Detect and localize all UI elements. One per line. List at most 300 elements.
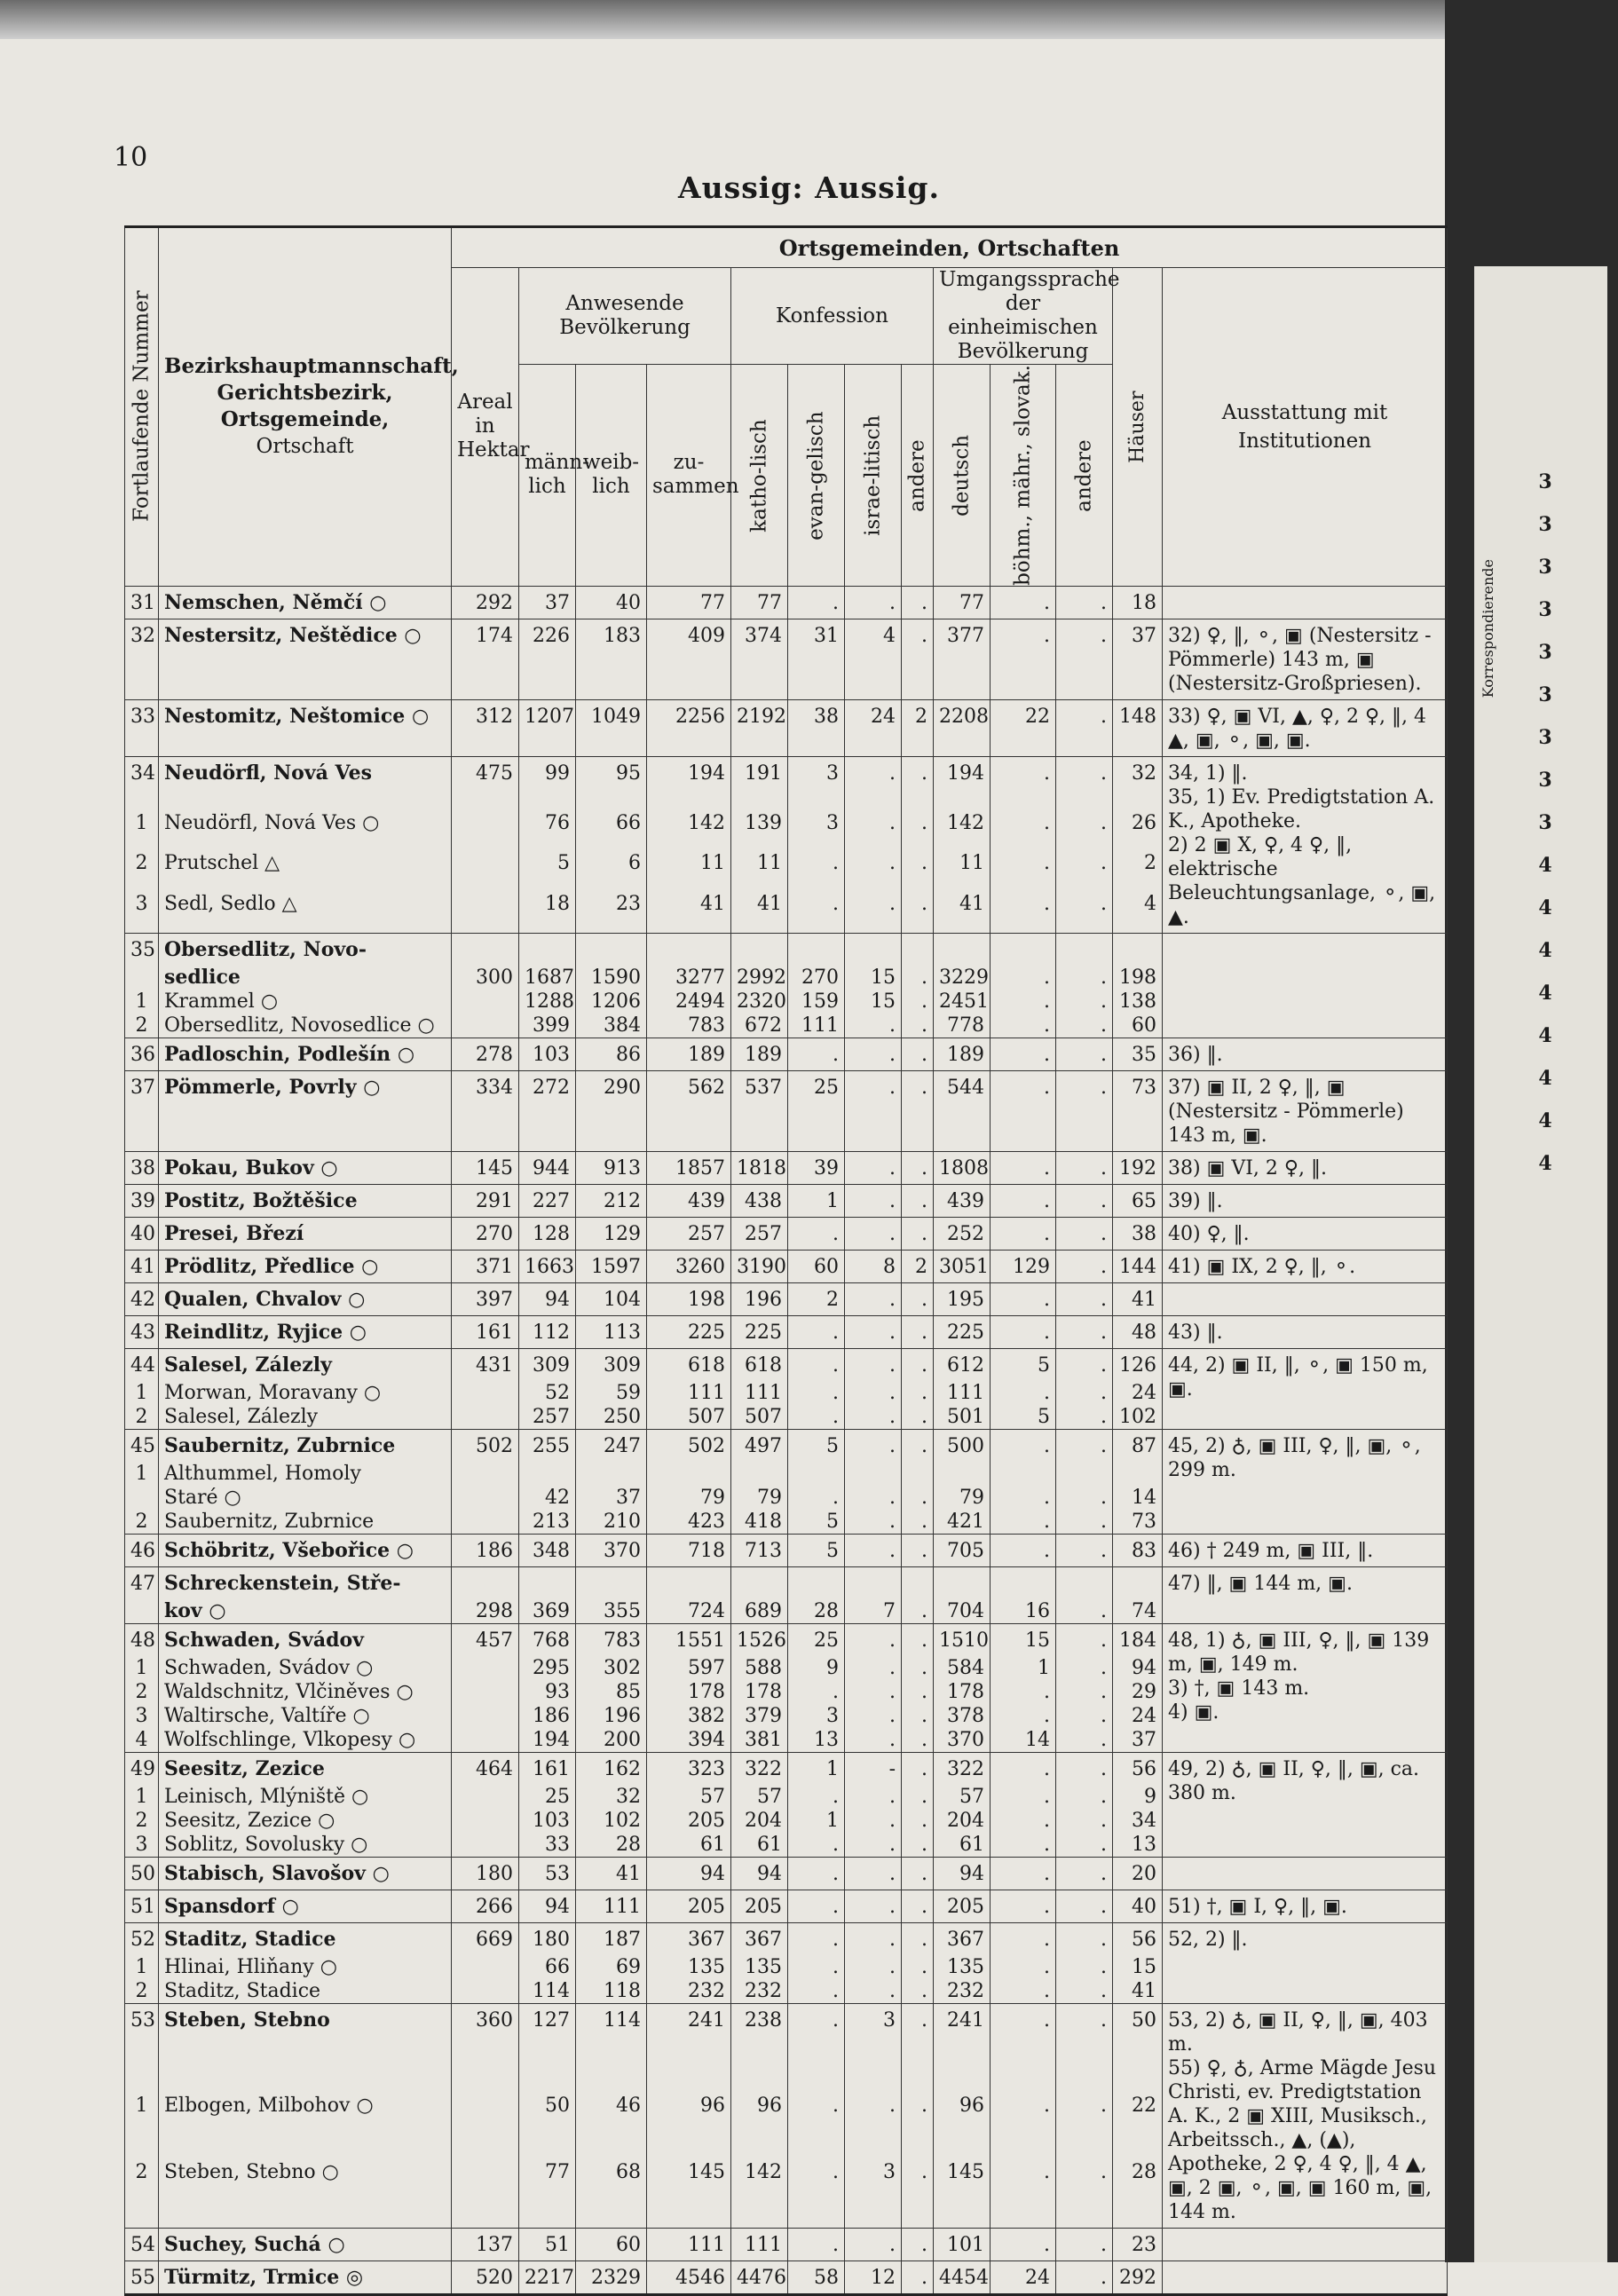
cell-t: 562 — [647, 1070, 731, 1151]
cell-m: 51 — [519, 2228, 576, 2260]
cell-w: 102 — [576, 1809, 647, 1833]
cell-d: 135 — [934, 1955, 991, 1979]
cell-b: . — [991, 1184, 1056, 1217]
cell-b: 5 — [991, 1348, 1056, 1381]
cell-e: 1 — [788, 1809, 845, 1833]
cell-d: 178 — [934, 1680, 991, 1704]
cell-k: 79 — [731, 1486, 788, 1510]
cell-k: 379 — [731, 1704, 788, 1728]
gemeinde-name: Pömmerle, Povrly ○ — [164, 1075, 381, 1099]
place-name — [159, 1217, 452, 1250]
cell-h: 20 — [1113, 1857, 1163, 1890]
institutions-note: 48, 1) ♁, ▣ III, ♀, ‖, ▣ 139 m, ▣, 149 m. 3) †, ▣ 143 m. 4) ▣. — [1163, 1623, 1448, 1752]
row-number: 50 — [125, 1857, 159, 1890]
gemeinde-name: Salesel, Zálezly — [164, 1353, 332, 1377]
cell-w: 23 — [576, 892, 647, 933]
table-row — [125, 586, 1448, 619]
institutions-note: 47) ‖, ▣ 144 m, ▣. — [1163, 1566, 1448, 1623]
cell-a — [452, 1014, 519, 1038]
cell-m: 309 — [519, 1348, 576, 1381]
group-header-population: Anwesende Bevölkerung — [519, 268, 731, 365]
cell-a: 464 — [452, 1752, 519, 1785]
sub-row-number: 2 — [125, 1510, 159, 1535]
cell-x: . — [1056, 1922, 1113, 1955]
cell-o: . — [902, 1728, 934, 1753]
cell-m: 227 — [519, 1184, 576, 1217]
cell-k: 418 — [731, 1510, 788, 1535]
place-name — [159, 1381, 452, 1405]
cell-h: 2 — [1113, 851, 1163, 892]
place-name — [159, 1890, 452, 1922]
cell-k — [731, 933, 788, 966]
group-header-language: Umgangssprache der einheimischen Bevölkerung — [934, 268, 1113, 365]
adjacent-digit: 3 — [1538, 641, 1552, 664]
cell-x: . — [1056, 1429, 1113, 1462]
sub-row-number: 2 — [125, 1405, 159, 1430]
cell-i: . — [845, 851, 902, 892]
table-row — [125, 1566, 1448, 1599]
cell-i: . — [845, 1348, 902, 1381]
row-number: 51 — [125, 1890, 159, 1922]
cell-m: 1288 — [519, 990, 576, 1014]
cell-m: 33 — [519, 1833, 576, 1858]
cell-a — [452, 1462, 519, 1486]
cell-w: 2329 — [576, 2260, 647, 2294]
cell-w: 309 — [576, 1348, 647, 1381]
cell-b: . — [991, 1315, 1056, 1348]
row-number: 44 — [125, 1348, 159, 1381]
cell-w: 250 — [576, 1405, 647, 1430]
cell-k: 135 — [731, 1955, 788, 1979]
cell-t: 783 — [647, 1014, 731, 1038]
cell-o: . — [902, 1038, 934, 1070]
cell-b: 16 — [991, 1599, 1056, 1624]
row-number: 40 — [125, 1217, 159, 1250]
cell-x: . — [1056, 1680, 1113, 1704]
cell-m: 18 — [519, 892, 576, 933]
ortschaft-name: Neudörfl, Nová Ves ○ — [164, 811, 380, 834]
institutions-note — [1163, 2228, 1448, 2260]
col-header-zusammen: zu-sammen — [647, 365, 731, 587]
cell-e — [788, 933, 845, 966]
cell-d: 544 — [934, 1070, 991, 1151]
cell-t: 724 — [647, 1599, 731, 1624]
cell-t: 257 — [647, 1217, 731, 1250]
cell-d: 11 — [934, 851, 991, 892]
cell-h: 40 — [1113, 1890, 1163, 1922]
cell-o: . — [902, 1405, 934, 1430]
cell-h: 73 — [1113, 1510, 1163, 1535]
cell-x: . — [1056, 2003, 1113, 2093]
cell-o: . — [902, 1979, 934, 2004]
cell-a: 266 — [452, 1890, 519, 1922]
cell-b: . — [991, 1890, 1056, 1922]
cell-m: 112 — [519, 1315, 576, 1348]
institutions-note — [1163, 1282, 1448, 1315]
cell-d: 205 — [934, 1890, 991, 1922]
cell-w: 111 — [576, 1890, 647, 1922]
sub-row-number: 1 — [125, 1785, 159, 1809]
adjacent-digit: 3 — [1538, 598, 1552, 621]
cell-e: 270 — [788, 966, 845, 990]
cell-i: . — [845, 1315, 902, 1348]
cell-e: . — [788, 1680, 845, 1704]
cell-i: . — [845, 586, 902, 619]
cell-e: . — [788, 2094, 845, 2160]
row-number: 33 — [125, 699, 159, 756]
gemeinde-name: Nemschen, Němčí ○ — [164, 590, 387, 614]
cell-o: . — [902, 1014, 934, 1038]
cell-x: . — [1056, 1890, 1113, 1922]
institutions-note: 40) ♀, ‖. — [1163, 1217, 1448, 1250]
cell-k: 61 — [731, 1833, 788, 1858]
cell-w: 355 — [576, 1599, 647, 1624]
cell-x: . — [1056, 1486, 1113, 1510]
cell-w: 162 — [576, 1752, 647, 1785]
col-header-katholisch: katho-lisch — [731, 365, 788, 587]
cell-t: 111 — [647, 1381, 731, 1405]
cell-b: . — [991, 1785, 1056, 1809]
cell-t: 94 — [647, 1857, 731, 1890]
cell-k: 4476 — [731, 2260, 788, 2294]
cell-m: 1207 — [519, 699, 576, 756]
cell-a: 475 — [452, 756, 519, 811]
institutions-note — [1163, 1857, 1448, 1890]
cell-x: . — [1056, 619, 1113, 699]
cell-i: . — [845, 1728, 902, 1753]
cell-e: . — [788, 1315, 845, 1348]
sub-row-number: 1 — [125, 1381, 159, 1405]
cell-m: 52 — [519, 1381, 576, 1405]
institutions-note: 39) ‖. — [1163, 1184, 1448, 1217]
place-name — [159, 1151, 452, 1184]
col-header-lang-andere: andere — [1056, 365, 1113, 587]
cell-d: 704 — [934, 1599, 991, 1624]
cell-i: 12 — [845, 2260, 902, 2294]
cell-x — [1056, 1462, 1113, 1486]
cell-d: 194 — [934, 756, 991, 811]
cell-d: 145 — [934, 2160, 991, 2228]
gemeinde-name: Qualen, Chvalov ○ — [164, 1287, 366, 1311]
cell-d: 322 — [934, 1752, 991, 1785]
cell-m: 25 — [519, 1785, 576, 1809]
cell-o: . — [902, 1282, 934, 1315]
cell-x: . — [1056, 756, 1113, 811]
page-number: 10 — [114, 142, 148, 173]
cell-k: 238 — [731, 2003, 788, 2093]
cell-e: 2 — [788, 1282, 845, 1315]
cell-a — [452, 1833, 519, 1858]
cell-b: . — [991, 1429, 1056, 1462]
place-name — [159, 1184, 452, 1217]
cell-d: 241 — [934, 2003, 991, 2093]
cell-k: 142 — [731, 2160, 788, 2228]
cell-k: 2320 — [731, 990, 788, 1014]
cell-e: 3 — [788, 1704, 845, 1728]
cell-x: . — [1056, 1405, 1113, 1430]
cell-h: 41 — [1113, 1282, 1163, 1315]
cell-i: . — [845, 1809, 902, 1833]
cell-x: . — [1056, 1217, 1113, 1250]
cell-x: . — [1056, 1184, 1113, 1217]
cell-d: 1510 — [934, 1623, 991, 1656]
ortschaft-name: Waltirsche, Valtíře ○ — [164, 1704, 370, 1727]
cell-i: . — [845, 1680, 902, 1704]
cell-i: 4 — [845, 619, 902, 699]
table-row — [125, 1922, 1448, 1955]
place-name — [159, 619, 452, 699]
col-header-name-line: Ortschaft — [256, 435, 354, 459]
adjacent-digit: 4 — [1538, 1024, 1552, 1047]
cell-h: 56 — [1113, 1752, 1163, 1785]
cell-e: . — [788, 1955, 845, 1979]
cell-w: 1597 — [576, 1250, 647, 1282]
cell-t: 1551 — [647, 1623, 731, 1656]
sub-row-number: 1 — [125, 1462, 159, 1486]
cell-a: 431 — [452, 1348, 519, 1381]
cell-w: 46 — [576, 2094, 647, 2160]
gemeinde-name: Seesitz, Zezice — [164, 1756, 325, 1780]
cell-w: 37 — [576, 1486, 647, 1510]
cell-a: 334 — [452, 1070, 519, 1151]
sub-row-number: 1 — [125, 1955, 159, 1979]
cell-x: . — [1056, 892, 1113, 933]
cell-e: . — [788, 1405, 845, 1430]
cell-i: . — [845, 1704, 902, 1728]
cell-w: 1590 — [576, 966, 647, 990]
cell-k: 111 — [731, 2228, 788, 2260]
ortschaft-name: Staditz, Stadice — [164, 1979, 321, 2002]
cell-i: 8 — [845, 1250, 902, 1282]
ortschaft-name: Soblitz, Sovolusky ○ — [164, 1833, 368, 1856]
cell-x: . — [1056, 2160, 1113, 2228]
cell-x: . — [1056, 966, 1113, 990]
ortschaft-name: Waldschnitz, Vlčiněves ○ — [164, 1680, 414, 1703]
cell-w: 69 — [576, 1955, 647, 1979]
cell-a: 145 — [452, 1151, 519, 1184]
cell-o: . — [902, 2160, 934, 2228]
scan-edge — [0, 0, 1618, 39]
cell-d: 252 — [934, 1217, 991, 1250]
cell-m: 128 — [519, 1217, 576, 1250]
table-row — [125, 756, 1448, 811]
table-row — [125, 1534, 1448, 1566]
cell-t — [647, 1566, 731, 1599]
cell-h: 292 — [1113, 2260, 1163, 2294]
cell-w: 212 — [576, 1184, 647, 1217]
cell-w: 60 — [576, 2228, 647, 2260]
cell-w — [576, 1462, 647, 1486]
cell-i: . — [845, 1405, 902, 1430]
cell-a — [452, 990, 519, 1014]
cell-t: 111 — [647, 2228, 731, 2260]
cell-o: . — [902, 2228, 934, 2260]
cell-k: 205 — [731, 1890, 788, 1922]
cell-o: 2 — [902, 699, 934, 756]
place-name — [159, 2160, 452, 2228]
ortschaft-name: Sedl, Sedlo △ — [164, 892, 297, 915]
ortschaft-name: Leinisch, Mlýniště ○ — [164, 1785, 369, 1808]
cell-i: . — [845, 2094, 902, 2160]
cell-t: 4546 — [647, 2260, 731, 2294]
cell-k: 2192 — [731, 699, 788, 756]
cell-k: 257 — [731, 1217, 788, 1250]
cell-m: 53 — [519, 1857, 576, 1890]
cell-b: . — [991, 1833, 1056, 1858]
place-name — [159, 1462, 452, 1486]
cell-d: 2451 — [934, 990, 991, 1014]
table-row — [125, 1151, 1448, 1184]
cell-i: . — [845, 1217, 902, 1250]
cell-a — [452, 811, 519, 852]
institutions-note: 34, 1) ‖. 35, 1) Ev. Predigtstation A. K., Apotheke. 2) 2 ▣ X, ♀, 4 ♀, ‖, elektrische Beleuchtungsanlage, ⚬, ▣, ▲. — [1163, 756, 1448, 933]
cell-w: 32 — [576, 1785, 647, 1809]
cell-t: 597 — [647, 1656, 731, 1680]
cell-o: . — [902, 1151, 934, 1184]
place-name — [159, 892, 452, 933]
cell-w: 247 — [576, 1429, 647, 1462]
cell-h: 24 — [1113, 1381, 1163, 1405]
place-name — [159, 1534, 452, 1566]
col-header-haeuser: Häuser — [1113, 268, 1163, 587]
cell-i: . — [845, 1151, 902, 1184]
cell-e: 58 — [788, 2260, 845, 2294]
cell-a: 300 — [452, 966, 519, 990]
ortschaft-name: Hlinai, Hliňany ○ — [164, 1955, 337, 1978]
ortschaft-name: Seesitz, Zezice ○ — [164, 1809, 335, 1832]
page-title: Aussig: Aussig. — [678, 170, 940, 205]
institutions-note: 32) ♀, ‖, ⚬, ▣ (Nestersitz - Pömmerle) 143 m, ▣ (Nestersitz-Großpriesen). — [1163, 619, 1448, 699]
ortschaft-name: Elbogen, Milbohov ○ — [164, 2094, 374, 2117]
cell-e: 28 — [788, 1599, 845, 1624]
sub-row-number: 4 — [125, 1728, 159, 1753]
cell-h: 32 — [1113, 756, 1163, 811]
place-name — [159, 1486, 452, 1510]
cell-t: 3277 — [647, 966, 731, 990]
cell-h: 148 — [1113, 699, 1163, 756]
cell-o: . — [902, 990, 934, 1014]
cell-d: 204 — [934, 1809, 991, 1833]
cell-k: 713 — [731, 1534, 788, 1566]
sub-row-number — [125, 966, 159, 990]
institutions-note: 52, 2) ‖. — [1163, 1922, 1448, 2003]
adjacent-digit: 4 — [1538, 939, 1552, 962]
adjacent-digit: 4 — [1538, 1109, 1552, 1132]
cell-e: . — [788, 892, 845, 933]
cell-x: . — [1056, 1038, 1113, 1070]
sub-row-number: 1 — [125, 990, 159, 1014]
cell-b: . — [991, 586, 1056, 619]
cell-w — [576, 1566, 647, 1599]
cell-h: 50 — [1113, 2003, 1163, 2093]
cell-x: . — [1056, 1623, 1113, 1656]
cell-a — [452, 851, 519, 892]
ortschaft-name: Schwaden, Svádov ○ — [164, 1656, 374, 1679]
sub-row-number: 3 — [125, 1833, 159, 1858]
cell-k: 57 — [731, 1785, 788, 1809]
cell-a: 457 — [452, 1623, 519, 1656]
place-name — [159, 1282, 452, 1315]
cell-e: . — [788, 1785, 845, 1809]
cell-d: 96 — [934, 2094, 991, 2160]
row-number: 37 — [125, 1070, 159, 1151]
row-number: 35 — [125, 933, 159, 966]
sub-row-number: 3 — [125, 892, 159, 933]
ortschaft-name: Saubernitz, Zubrnice — [164, 1510, 375, 1533]
row-number: 39 — [125, 1184, 159, 1217]
cell-i: . — [845, 2228, 902, 2260]
cell-e: . — [788, 851, 845, 892]
cell-i: 3 — [845, 2003, 902, 2093]
cell-b: . — [991, 619, 1056, 699]
cell-t: 439 — [647, 1184, 731, 1217]
group-header-konfession: Konfession — [731, 268, 934, 365]
cell-e — [788, 1566, 845, 1599]
cell-t: 423 — [647, 1510, 731, 1535]
cell-m: 94 — [519, 1282, 576, 1315]
cell-m: 50 — [519, 2094, 576, 2160]
cell-w: 129 — [576, 1217, 647, 1250]
cell-b: 22 — [991, 699, 1056, 756]
cell-o: . — [902, 1070, 934, 1151]
cell-x: . — [1056, 1151, 1113, 1184]
cell-a: 270 — [452, 1217, 519, 1250]
cell-b: 14 — [991, 1728, 1056, 1753]
cell-m: 272 — [519, 1070, 576, 1151]
cell-b: . — [991, 811, 1056, 852]
cell-o: . — [902, 892, 934, 933]
col-header-israelitisch: israe-litisch — [845, 365, 902, 587]
table-row — [125, 2260, 1448, 2294]
cell-o: . — [902, 756, 934, 811]
cell-t: 135 — [647, 1955, 731, 1979]
cell-o: . — [902, 1833, 934, 1858]
cell-k: 139 — [731, 811, 788, 852]
adjacent-page — [1474, 266, 1607, 2262]
cell-h: 15 — [1113, 1955, 1163, 1979]
gemeinde-name: Steben, Stebno — [164, 2008, 330, 2032]
cell-a — [452, 1704, 519, 1728]
institutions-note — [1163, 586, 1448, 619]
cell-w: 210 — [576, 1510, 647, 1535]
cell-e: . — [788, 1890, 845, 1922]
cell-e: 5 — [788, 1510, 845, 1535]
cell-h: 14 — [1113, 1486, 1163, 1510]
cell-d: 2208 — [934, 699, 991, 756]
cell-d: 421 — [934, 1510, 991, 1535]
col-header-konf-andere: andere — [902, 365, 934, 587]
row-number: 42 — [125, 1282, 159, 1315]
cell-k: 438 — [731, 1184, 788, 1217]
cell-a — [452, 1809, 519, 1833]
cell-b: . — [991, 966, 1056, 990]
cell-h — [1113, 1566, 1163, 1599]
institutions-note: 44, 2) ▣ II, ‖, ⚬, ▣ 150 m, ▣. — [1163, 1348, 1448, 1429]
gemeinde-name: Postitz, Božtěšice — [164, 1188, 358, 1212]
cell-a — [452, 1979, 519, 2004]
place-name — [159, 2094, 452, 2160]
cell-m: 1687 — [519, 966, 576, 990]
place-name — [159, 1857, 452, 1890]
cell-b: 5 — [991, 1405, 1056, 1430]
cell-k: 232 — [731, 1979, 788, 2004]
institutions-note: 43) ‖. — [1163, 1315, 1448, 1348]
cell-w: 114 — [576, 2003, 647, 2093]
place-name — [159, 990, 452, 1014]
cell-t: 225 — [647, 1315, 731, 1348]
cell-x: . — [1056, 1348, 1113, 1381]
cell-b: . — [991, 1680, 1056, 1704]
